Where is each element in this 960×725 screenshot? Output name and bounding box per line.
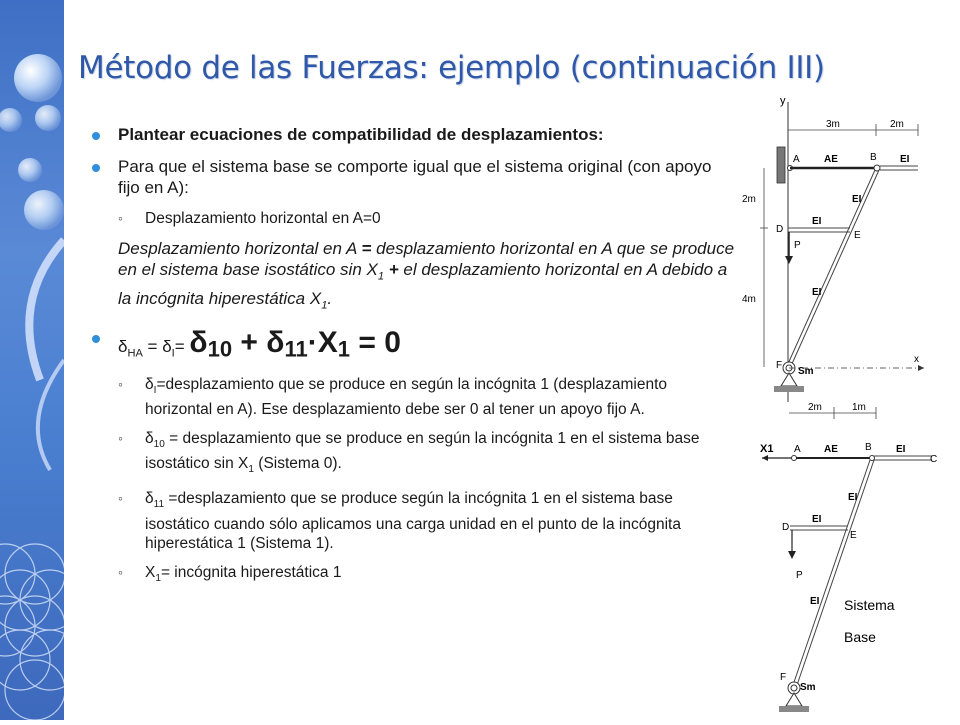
- italic-end: .: [327, 288, 333, 308]
- delta-symbol: δ: [145, 490, 154, 508]
- x1-label: X1: [760, 443, 774, 455]
- plus-sign: +: [384, 260, 399, 279]
- dimension-4m: 4m: [742, 294, 756, 305]
- delta-symbol: δ: [189, 325, 208, 359]
- hinge-b: [870, 456, 875, 461]
- node-e-label: E: [854, 230, 861, 241]
- bullet-compatibility-equations: Plantear ecuaciones de compatibilidad de desplazamientos:: [90, 124, 736, 146]
- equals-text: =: [174, 336, 190, 356]
- load-p-arrowhead: [788, 551, 796, 559]
- x1-text: = incógnita hiperestática 1: [160, 563, 342, 581]
- delta-symbol: δ: [145, 430, 154, 448]
- ei-label: EI: [810, 596, 820, 607]
- delta-symbol: δ: [266, 325, 285, 359]
- bar-ab-label: AE: [824, 444, 838, 455]
- node-f-label: F: [780, 672, 787, 683]
- node-c-label: C: [930, 454, 938, 465]
- equals-zero: = 0: [350, 325, 401, 359]
- structure-diagram: [738, 90, 948, 720]
- pin-support: [786, 693, 802, 706]
- subscript-1: 1: [337, 336, 351, 362]
- bubble: [35, 105, 61, 131]
- swirl-decoration: [29, 240, 64, 380]
- dimension-2m-top: 2m: [890, 119, 904, 130]
- delta-symbol: δ: [145, 376, 154, 394]
- inclined-member: [796, 460, 874, 688]
- delta-symbol: δ: [118, 336, 128, 356]
- node-b-label: B: [865, 442, 872, 453]
- subscript-10: 10: [153, 439, 165, 451]
- subscript-11: 11: [153, 499, 165, 511]
- ei-label: EI: [852, 194, 862, 205]
- subscript-1: I: [153, 385, 157, 397]
- bubble-decoration: [0, 0, 64, 720]
- x-axis-arrow: [918, 365, 924, 371]
- ground: [774, 386, 804, 392]
- node-a-label: A: [794, 444, 801, 455]
- fixed-support-a: [777, 147, 785, 183]
- sub-bullet-x1: [90, 563, 736, 588]
- subscript-10: 10: [207, 336, 233, 362]
- bubble: [0, 108, 22, 132]
- ei-label: EI: [812, 514, 822, 525]
- load-p-label: P: [796, 570, 803, 581]
- bar-ab-label: AE: [824, 154, 838, 165]
- node-f-label: F: [776, 360, 783, 371]
- delta-symbol: δ: [162, 336, 172, 356]
- node-b-label: B: [870, 152, 877, 163]
- bubble: [14, 54, 62, 102]
- ei-label: EI: [812, 216, 822, 227]
- x1-arrowhead: [762, 455, 768, 461]
- slide-content: [90, 124, 736, 598]
- ei-label: EI: [900, 154, 910, 165]
- load-p-arrowhead: [785, 256, 793, 264]
- italic-text-2: desplazamiento horizontal en A que se produce en el sistema base isostático sin X: [118, 238, 735, 279]
- pin-support: [781, 373, 797, 386]
- sub-bullet-delta-11: [90, 489, 736, 552]
- sistema-base-label-1: Sistema: [844, 597, 895, 613]
- original-system-figure: [742, 95, 924, 419]
- node-e-label: E: [850, 530, 857, 541]
- sub-bullet-delta-1: [90, 375, 736, 419]
- dimension-2m-left: 2m: [742, 194, 756, 205]
- node-d-label: D: [776, 224, 784, 235]
- subscript-1: 1: [321, 299, 328, 312]
- bubble: [24, 190, 64, 230]
- flower-of-life-decoration: [0, 544, 64, 720]
- x-axis-label: x: [914, 354, 919, 365]
- equals-text: =: [142, 336, 163, 356]
- ei-label: EI: [812, 287, 822, 298]
- node-a-label: A: [793, 154, 800, 165]
- sub-bullet-horizontal-displacement: ◦ Desplazamiento horizontal en A=0: [90, 209, 736, 228]
- node-d-label: D: [782, 522, 790, 533]
- plus-sign: +: [232, 325, 267, 359]
- ei-label: EI: [896, 444, 906, 455]
- subscript-ha: HA: [127, 347, 143, 360]
- decorative-left-band: [0, 0, 64, 720]
- structure-figures: [738, 90, 948, 720]
- load-p-label: P: [794, 240, 801, 251]
- bubble: [18, 158, 42, 182]
- subscript-1: I: [171, 347, 175, 360]
- subscript-1: 1: [248, 464, 254, 476]
- subscript-1: 1: [155, 572, 161, 584]
- y-axis-label: y: [780, 95, 786, 107]
- x-symbol: ·X: [307, 325, 338, 359]
- slide-title: Método de las Fuerzas: ejemplo (continuación III): [78, 50, 825, 86]
- dimension-2m-bottom: 2m: [808, 402, 822, 413]
- sistema-base-label-2: Base: [844, 629, 876, 645]
- spring-sm-label: Sm: [800, 682, 816, 693]
- x-symbol: X: [145, 563, 156, 581]
- dimension-1m: 1m: [852, 402, 866, 413]
- inclined-member: [792, 460, 870, 688]
- subscript-1: 1: [377, 270, 385, 283]
- ground: [779, 706, 809, 712]
- subscript-11: 11: [284, 336, 308, 362]
- ei-label: EI: [848, 492, 858, 503]
- inclined-member: [787, 170, 875, 366]
- italic-text-3: el desplazamiento horizontal en A debido a la incógnita hiperestática X: [118, 260, 728, 308]
- italic-text-1: Desplazamiento horizontal en A: [118, 238, 362, 258]
- base-system-figure: [760, 442, 937, 712]
- sub-bullet-delta-10: [90, 429, 736, 479]
- compatibility-equation: [90, 327, 736, 369]
- spring-sm-label: Sm: [798, 366, 814, 377]
- delta-10-end: (Sistema 0).: [254, 455, 342, 473]
- inclined-member: [791, 170, 879, 366]
- node-a: [792, 456, 797, 461]
- delta-10-text: = desplazamiento que se produce en según la incógnita 1 en el sistema base isostático sin X: [145, 430, 700, 473]
- delta-11-text: =desplazamiento que se produce según la incógnita 1 en el sistema base isostático cuando sólo aplicamos una carga unidad en el punto de la incógnita hiperestática 1 (Sistema 1).: [145, 490, 681, 552]
- dimension-3m: 3m: [826, 119, 840, 130]
- bullet-base-system: Para que el sistema base se comporte igual que el sistema original (con apoyo fijo en A):: [90, 156, 736, 199]
- delta-1-text: =desplazamiento que se produce en según la incógnita 1 (desplazamiento horizontal en A). Ese desplazamiento debe ser 0 al tener un apoyo fijo A.: [145, 376, 667, 419]
- italic-explanation: [90, 238, 736, 317]
- equals-sign: =: [361, 238, 372, 258]
